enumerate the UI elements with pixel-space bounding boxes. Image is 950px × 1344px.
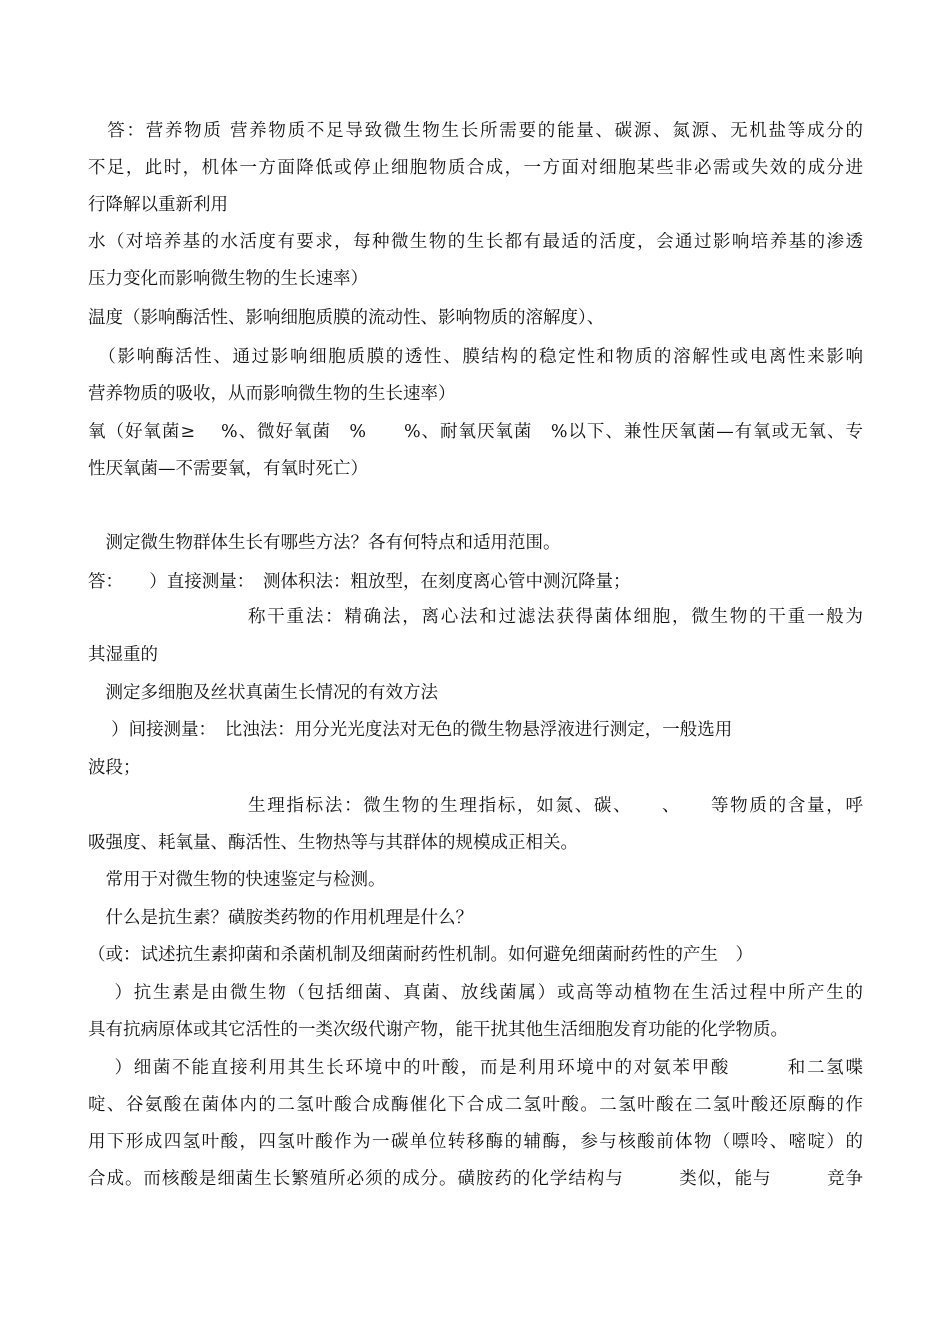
text-line: （影响酶活性、通过影响细胞质膜的透性、膜结构的稳定性和物质的溶解性或电离性来影响 [88,347,863,367]
text-line: 不足，此时，机体一方面降低或停止细胞物质合成，一方面对细胞某些非必需或失效的成分进 [88,158,863,178]
text-line: 生理指标法：微生物的生理指标，如氮、碳、 、 等物质的含量，呼 [248,796,863,816]
question-line: 什么是抗生素？磺胺类药物的作用机理是什么？ [88,908,473,928]
text-line: 水（对培养基的水活度有要求，每种微生物的生长都有最适的活度，会通过影响培养基的渗透 [88,232,863,252]
text-line: 温度（影响酶活性、影响细胞质膜的流动性、影响物质的溶解度）、 [88,308,605,328]
text-line: 答：营养物质 营养物质不足导致微生物生长所需要的能量、碳源、氮源、无机盐等成分的 [88,121,863,141]
text-line: 答： ）直接测量： 测体积法：粗放型，在刻度离心管中测沉降量； [88,572,631,592]
text-line: 吸强度、耗氧量、酶活性、生物热等与其群体的规模成正相关。 [88,833,578,853]
text-line: ）细菌不能直接利用其生长环境中的叶酸，而是利用环境中的对氨苯甲酸 和二氢喋 [88,1058,863,1078]
text-line: ）抗生素是由微生物（包括细菌、真菌、放线菌属）或高等动植物在生活过程中所产生的 [88,983,863,1003]
text-line: 啶、谷氨酸在菌体内的二氢叶酸合成酶催化下合成二氢叶酸。二氢叶酸在二氢叶酸还原酶的作 [88,1095,863,1115]
text-line: ）间接测量： 比浊法：用分光光度法对无色的微生物悬浮液进行测定，一般选用 [88,720,733,740]
text-line: 波段； [88,758,141,778]
text-line: 测定多细胞及丝状真菌生长情况的有效方法 [88,683,438,703]
question-line: 测定微生物群体生长有哪些方法？各有何特点和适用范围。 [88,533,561,553]
text-line: 称干重法：精确法，离心法和过滤法获得菌体细胞，微生物的干重一般为 [248,607,863,627]
text-line: （或：试述抗生素抑菌和杀菌机制及细菌耐药性机制。如何避免细菌耐药性的产生 ） [88,945,753,965]
text-line: 具有抗病原体或其它活性的一类次级代谢产物，能干扰其他生活细胞发育功能的化学物质。 [88,1020,788,1040]
text-line: 常用于对微生物的快速鉴定与检测。 [88,870,386,890]
text-line: 合成。而核酸是细菌生长繁殖所必须的成分。磺胺药的化学结构与 类似，能与 竞争 [88,1169,863,1189]
text-line: 其湿重的 [88,645,158,665]
text-line: 氧（好氧菌≥ %、微好氧菌 % %、耐氧厌氧菌 %以下、兼性厌氧菌—有氧或无氧、专 [88,422,863,442]
text-line: 营养物质的吸收，从而影响微生物的生长速率） [88,384,456,404]
text-line: 行降解以重新利用 [88,195,228,215]
text-line: 压力变化而影响微生物的生长速率） [88,269,368,289]
text-line: 性厌氧菌—不需要氧，有氧时死亡） [88,459,368,479]
text-line: 用下形成四氢叶酸，四氢叶酸作为一碳单位转移酶的辅酶，参与核酸前体物（嘌呤、嘧啶）的 [88,1132,863,1152]
